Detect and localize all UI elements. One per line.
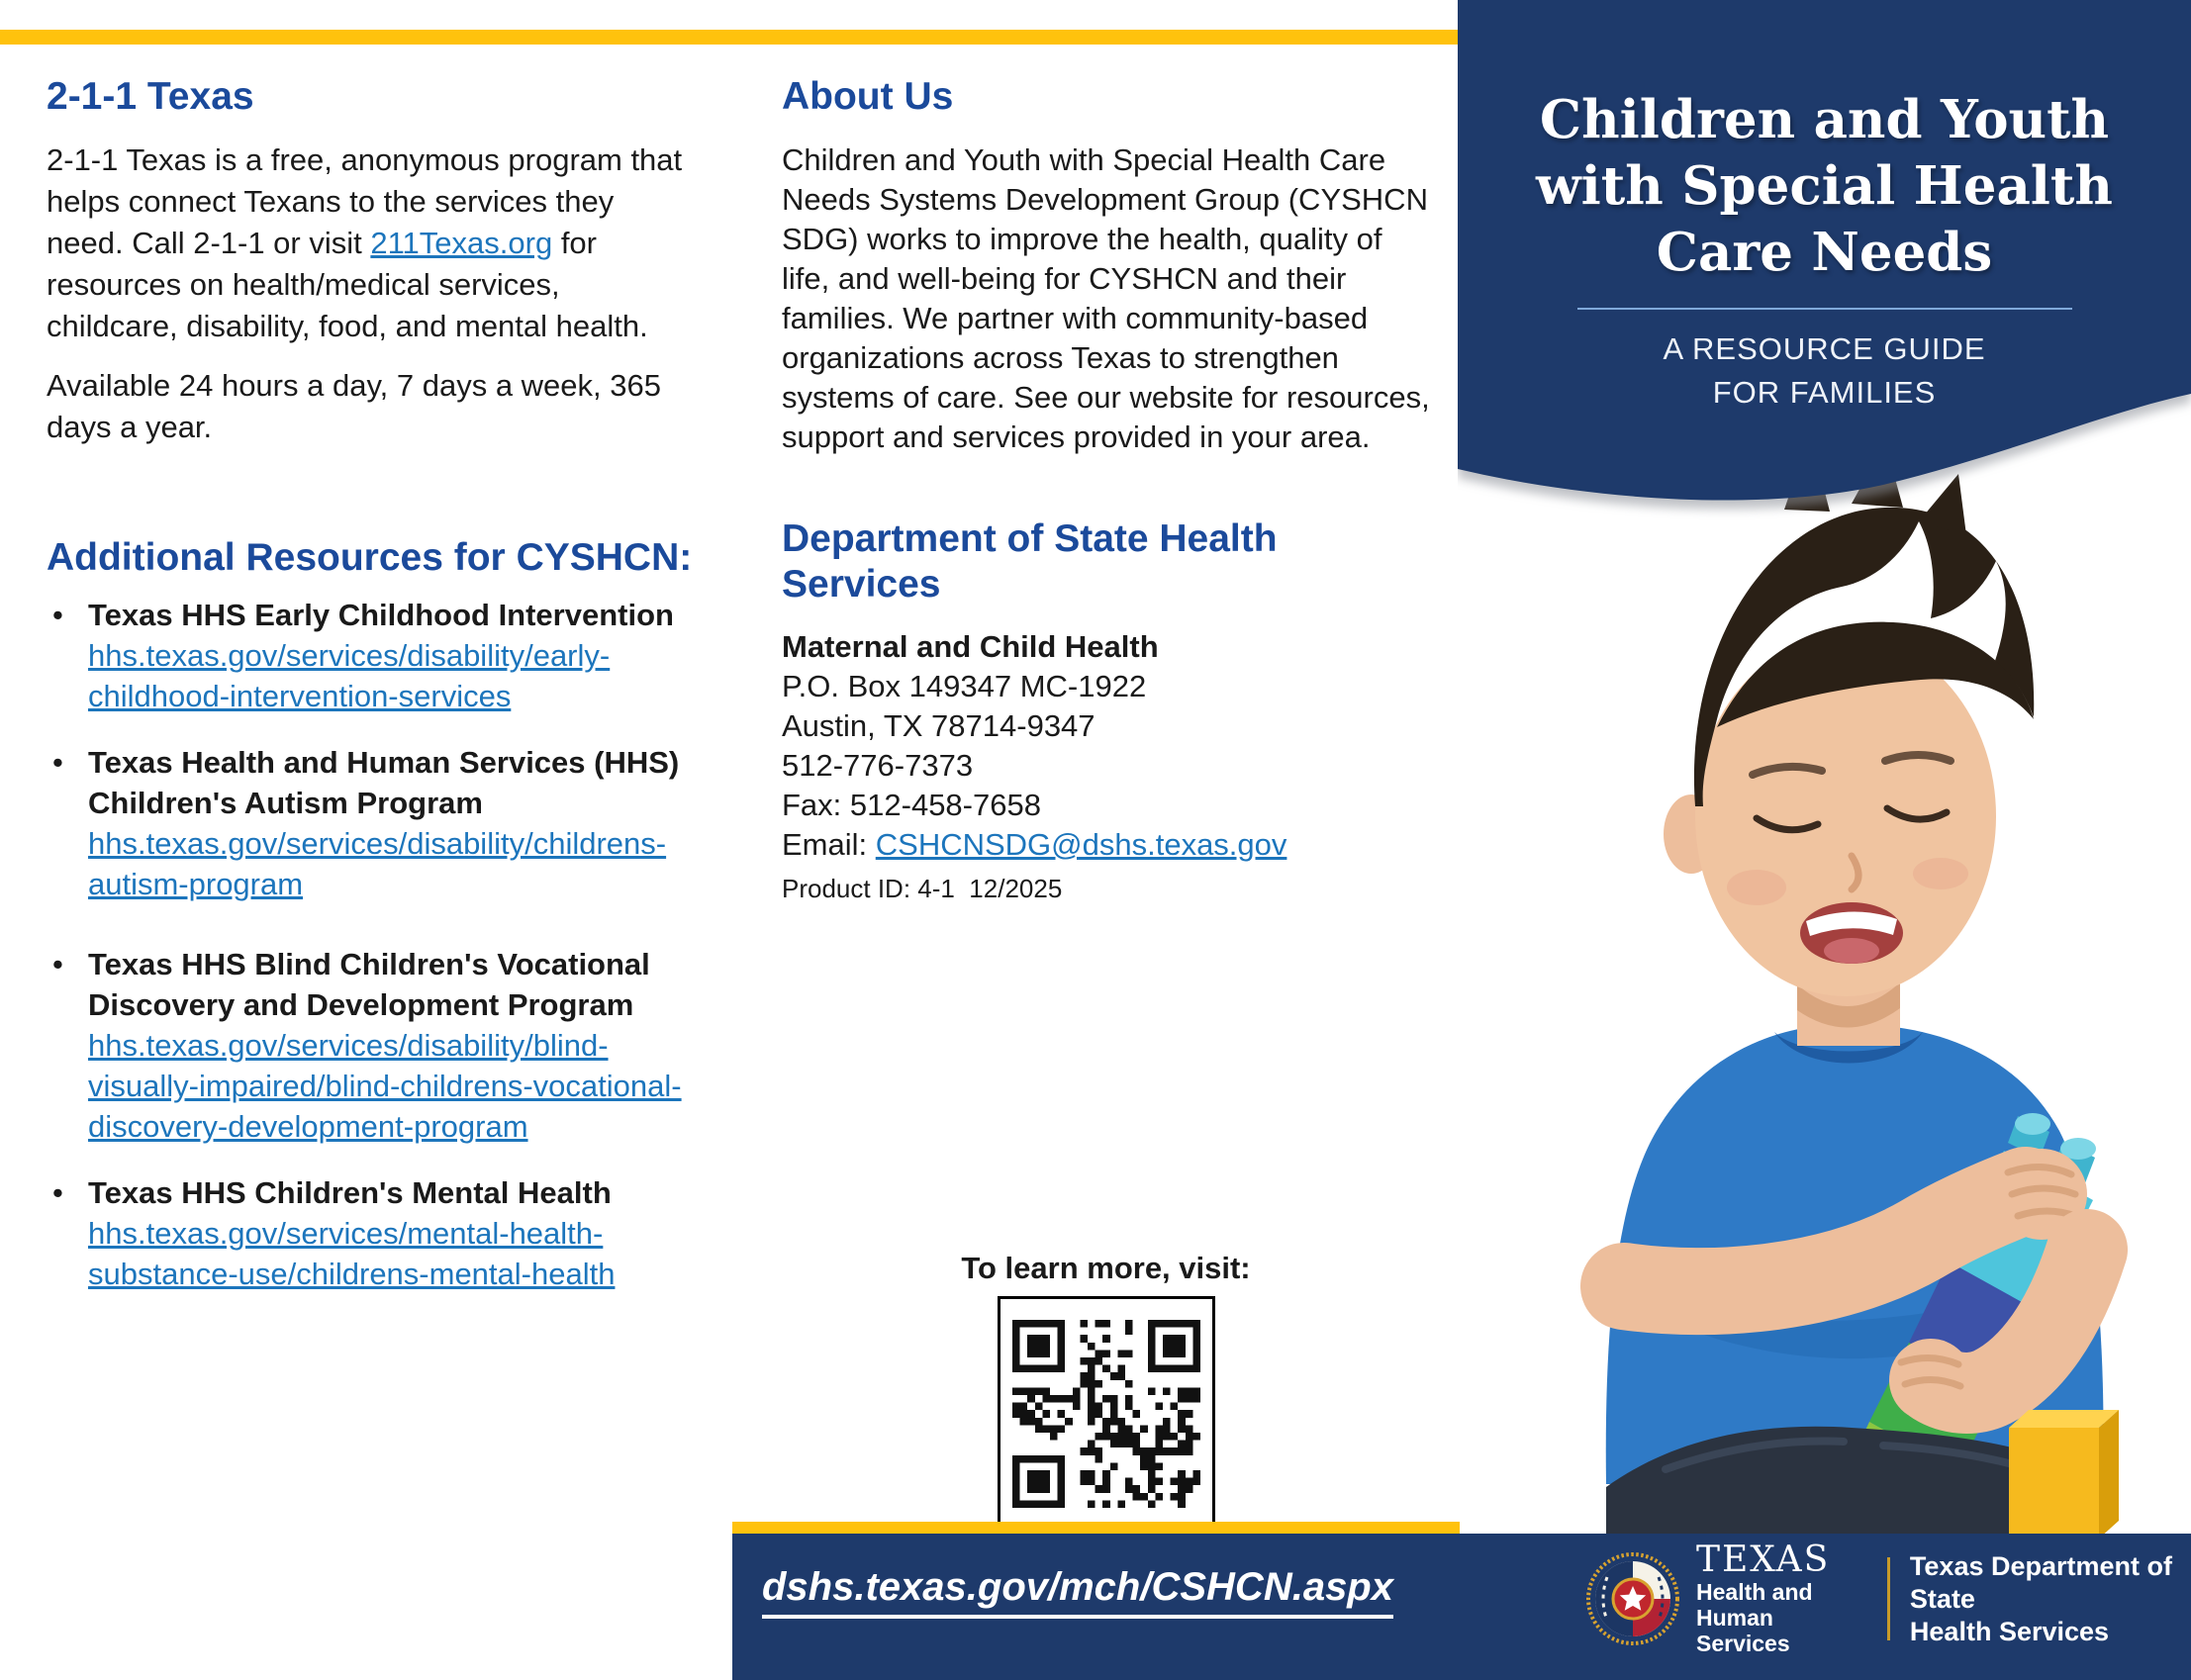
footer-url-link[interactable]: dshs.texas.gov/mch/CSHCN.aspx xyxy=(762,1565,1393,1619)
paragraph-availability: Available 24 hours a day, 7 days a week, 365 days a year. xyxy=(47,368,661,444)
qr-code-image xyxy=(1012,1320,1200,1508)
hhs-logo-brand: TEXAS xyxy=(1696,1540,1831,1580)
dshs-email-link[interactable]: CSHCNSDG@dshs.texas.gov xyxy=(875,827,1287,862)
cover-title-divider xyxy=(1577,308,2072,310)
dshs-division: Maternal and Child Health xyxy=(782,629,1159,664)
list-item xyxy=(47,595,698,716)
learn-more-label: To learn more, visit: xyxy=(961,1251,1251,1285)
resource-link[interactable]: hhs.texas.gov/services/disability/blind-visually-impaired/blind-childrens-vocational-discovery-development-program xyxy=(88,1028,682,1144)
qr-wrap xyxy=(782,1296,1430,1532)
hhs-logo-sub2: Services xyxy=(1696,1631,1790,1656)
section-heading-dshs: Department of State Health Services xyxy=(782,517,1278,606)
list-item xyxy=(47,944,698,1147)
dept-name-line1: Texas Department of State xyxy=(1909,1550,2172,1614)
dshs-email-label: Email: xyxy=(782,827,876,862)
cover-title-line2: with Special Health xyxy=(1536,155,2113,217)
footer-gold-stripe xyxy=(732,1522,1460,1534)
resource-link[interactable]: hhs.texas.gov/services/disability/childrens-autism-program xyxy=(88,826,667,901)
footer-bar xyxy=(732,1522,2191,1680)
cover-title-line3: Care Needs xyxy=(1656,222,1993,283)
cover-title-block xyxy=(1458,87,2191,415)
left-column xyxy=(47,59,698,1320)
cover-panel xyxy=(1458,0,2191,1680)
top-gold-bar xyxy=(0,30,1458,45)
resource-list xyxy=(47,595,698,1294)
footer-url-wrap xyxy=(762,1565,1393,1610)
dshs-phone: 512-776-7373 xyxy=(782,748,974,783)
hhs-logo-text xyxy=(1696,1541,1863,1656)
paragraph-211-after-link: for resources on health/medical services, childcare, disability, food, and mental health. xyxy=(47,226,648,343)
dept-name xyxy=(1910,1550,2191,1648)
cover-title-line1: Children and Youth xyxy=(1539,89,2110,150)
dshs-address-block xyxy=(782,627,1430,865)
texas-state-seal-icon xyxy=(1585,1551,1680,1646)
resource-link[interactable]: hhs.texas.gov/services/disability/early-childhood-intervention-services xyxy=(88,638,611,713)
child-photo xyxy=(1458,391,2191,1539)
section-heading-additional-resources: Additional Resources for CYSHCN: xyxy=(47,536,693,579)
dshs-email-line xyxy=(782,825,1430,865)
paragraph-about-us: Children and Youth with Special Health Care Needs Systems Development Group (CYSHCN SDG) works to improve the health, quality of life, and well-being for CYSHCN and their families. We partner with community-based organizations across Texas to strengthen systems of care. See our website for resources, support and services provided in your area. xyxy=(782,142,1430,454)
paragraph-211-before-link: 2-1-1 Texas is a free, anonymous program that helps connect Texans to the services they need. Call 2-1-1 or visit xyxy=(47,142,683,260)
dept-name-line2: Health Services xyxy=(1909,1616,2110,1646)
product-id: Product ID: 4-1 12/2025 xyxy=(782,874,1063,903)
cover-subtitle-line2: FOR FAMILIES xyxy=(1712,375,1937,410)
qr-code xyxy=(998,1296,1215,1532)
resource-title: Texas HHS Blind Children's Vocational Discovery and Development Program xyxy=(88,947,650,1022)
list-item xyxy=(47,742,698,904)
dshs-po-box: P.O. Box 149347 MC-1922 xyxy=(782,669,1147,703)
section-heading-about-us: About Us xyxy=(782,75,954,118)
resource-link[interactable]: hhs.texas.gov/services/mental-health-substance-use/childrens-mental-health xyxy=(88,1216,616,1291)
section-heading-211-texas: 2-1-1 Texas xyxy=(47,75,254,118)
paragraph-211-texas xyxy=(47,140,698,347)
resource-title: Texas Health and Human Services (HHS) Children's Autism Program xyxy=(88,745,680,820)
hhs-logo-sub1: Health and Human xyxy=(1696,1579,1813,1631)
resource-title: Texas HHS Early Childhood Intervention xyxy=(88,598,674,632)
texas-hhs-logo xyxy=(1585,1541,2191,1656)
middle-column xyxy=(782,59,1430,1532)
link-211texas-org[interactable]: 211Texas.org xyxy=(370,226,553,260)
dshs-city-state-zip: Austin, TX 78714-9347 xyxy=(782,708,1096,743)
dshs-fax: Fax: 512-458-7658 xyxy=(782,788,1041,822)
logo-divider xyxy=(1887,1557,1890,1640)
list-item xyxy=(47,1172,698,1294)
cover-subtitle-line1: A RESOURCE GUIDE xyxy=(1663,331,1986,366)
resource-title: Texas HHS Children's Mental Health xyxy=(88,1175,612,1210)
